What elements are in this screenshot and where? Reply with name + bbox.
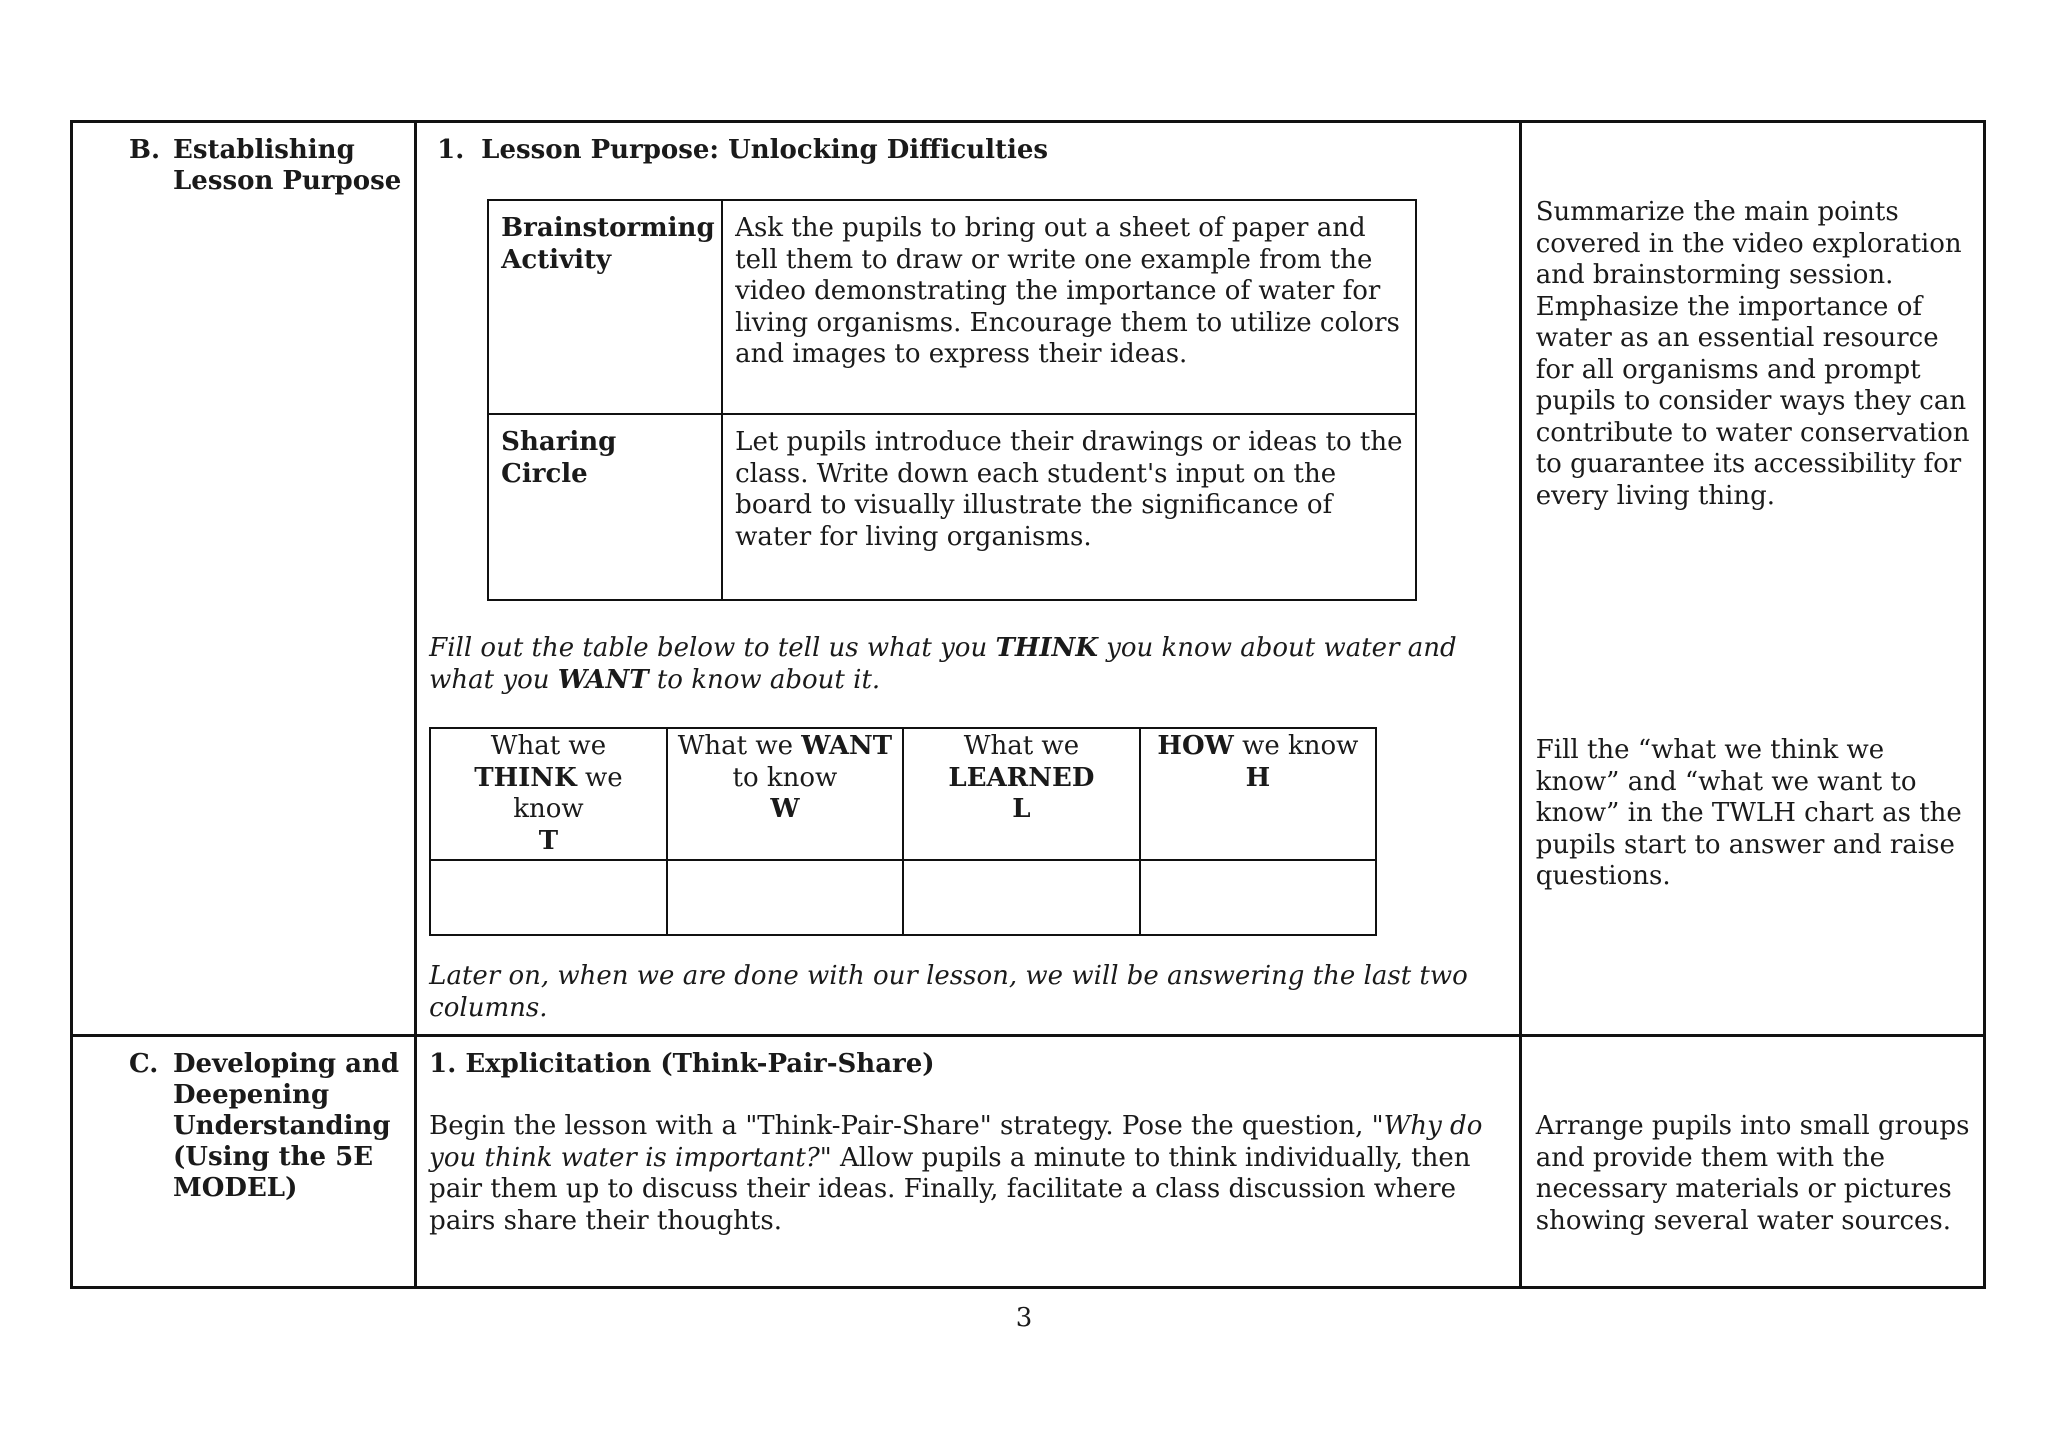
teacher-note-summary: Summarize the main points covered in the video exploration and brainstorming session. Emphasize the importance of water as an essential resource for all organisms and prompt pupils to consider ways they can contribute to water conservation to guarantee its accessibility for every living thing. <box>1535 197 1970 511</box>
instruction-text: you know about water and what you <box>429 633 1457 695</box>
section-b-label-cell <box>72 122 416 1036</box>
section-c-label-cell <box>72 1036 416 1288</box>
twlh-cell <box>903 860 1140 935</box>
twlh-header-how <box>1140 728 1377 860</box>
instruction-text: to know about it. <box>648 664 881 695</box>
lesson-purpose-heading <box>437 135 1048 166</box>
activity-row <box>488 200 1416 414</box>
header-text: What we <box>490 731 607 761</box>
later-note: Later on, when we are done with our lesson, we will be answering the last two columns. <box>429 961 1468 1023</box>
activity-label: Brainstorming Activity <box>488 200 722 414</box>
teacher-note-groups: Arrange pupils into small groups and provide them with the necessary materials or pictures showing several water sources. <box>1535 1111 1970 1236</box>
section-b-label <box>73 123 414 197</box>
twlh-header-think <box>430 728 667 860</box>
twlh-cell <box>430 860 667 935</box>
section-c-label <box>73 1037 414 1204</box>
explicitation-heading: 1. Explicitation (Think-Pair-Share) <box>429 1049 935 1079</box>
instruction-emphasis: THINK <box>995 633 1098 663</box>
header-text: What we <box>677 731 802 761</box>
header-letter: W <box>770 794 800 824</box>
lesson-plan-table <box>70 120 1986 1289</box>
activity-text: Let pupils introduce their drawings or ideas to the class. Write down each student's input on the board to visually illustrate the significance of water for living organisms. <box>722 414 1416 600</box>
header-text: to know <box>732 762 838 793</box>
paragraph-text: Begin the lesson with a "Think-Pair-Share" strategy. Pose the question, <box>429 1111 1372 1141</box>
twlh-header-want <box>667 728 904 860</box>
section-c-notes-cell <box>1520 1036 1984 1288</box>
section-c-row <box>72 1036 1985 1288</box>
header-text: we know <box>513 762 623 824</box>
activity-text: Ask the pupils to bring out a sheet of paper and tell them to draw or write one example from the video demonstrating the importance of water for living organisms. Encourage them to utilize colors and images to express their ideas. <box>722 200 1416 414</box>
instruction-text: Fill out the table below to tell us what you <box>429 633 996 663</box>
section-c-letter: C. <box>129 1049 159 1079</box>
explicitation-paragraph <box>429 1111 1499 1237</box>
header-letter: H <box>1245 762 1271 793</box>
paragraph-question: "Why do you think water is important? <box>429 1111 1483 1173</box>
header-emphasis: LEARNED <box>948 762 1095 793</box>
heading-text: Lesson Purpose: Unlocking Difficulties <box>481 135 1049 165</box>
page-number: 3 <box>1015 1303 1033 1333</box>
twlh-cell <box>667 860 904 935</box>
section-b-row <box>72 122 1985 1036</box>
header-letter: T <box>538 825 559 856</box>
twlh-header-row <box>430 728 1376 860</box>
activities-table <box>487 199 1417 601</box>
twlh-cell <box>1140 860 1377 935</box>
activity-row <box>488 414 1416 600</box>
header-letter: L <box>1012 794 1031 824</box>
header-emphasis: THINK <box>474 762 577 793</box>
activity-label: Sharing Circle <box>488 414 722 600</box>
teacher-note-twlh: Fill the “what we think we know” and “what we want to know” in the TWLH chart as the pupils start to answer and raise questions. <box>1535 735 1962 891</box>
section-b-content-cell <box>416 122 1521 1036</box>
twlh-header-learned <box>903 728 1140 860</box>
section-b-letter: B. <box>129 135 161 165</box>
header-emphasis: WANT <box>801 731 893 761</box>
header-text: we know <box>1233 731 1359 761</box>
section-c-content-cell <box>416 1036 1521 1288</box>
section-b-title: Establishing Lesson Purpose <box>173 135 402 196</box>
twlh-chart <box>429 727 1377 936</box>
header-emphasis: HOW <box>1157 731 1234 761</box>
instruction-emphasis: WANT <box>557 664 649 695</box>
section-c-title: Developing and Deepening Understanding (Using the 5E MODEL) <box>173 1049 400 1203</box>
header-text: What we <box>963 731 1080 761</box>
heading-number: 1. <box>437 135 465 165</box>
paragraph-text: " Allow pupils a minute to think individually, then pair them up to discuss their ideas. Finally, facilitate a class discussion where pairs share their thoughts. <box>429 1142 1471 1236</box>
twlh-blank-row <box>430 860 1376 935</box>
twlh-instruction <box>429 633 1519 696</box>
section-b-notes-cell <box>1520 122 1984 1036</box>
